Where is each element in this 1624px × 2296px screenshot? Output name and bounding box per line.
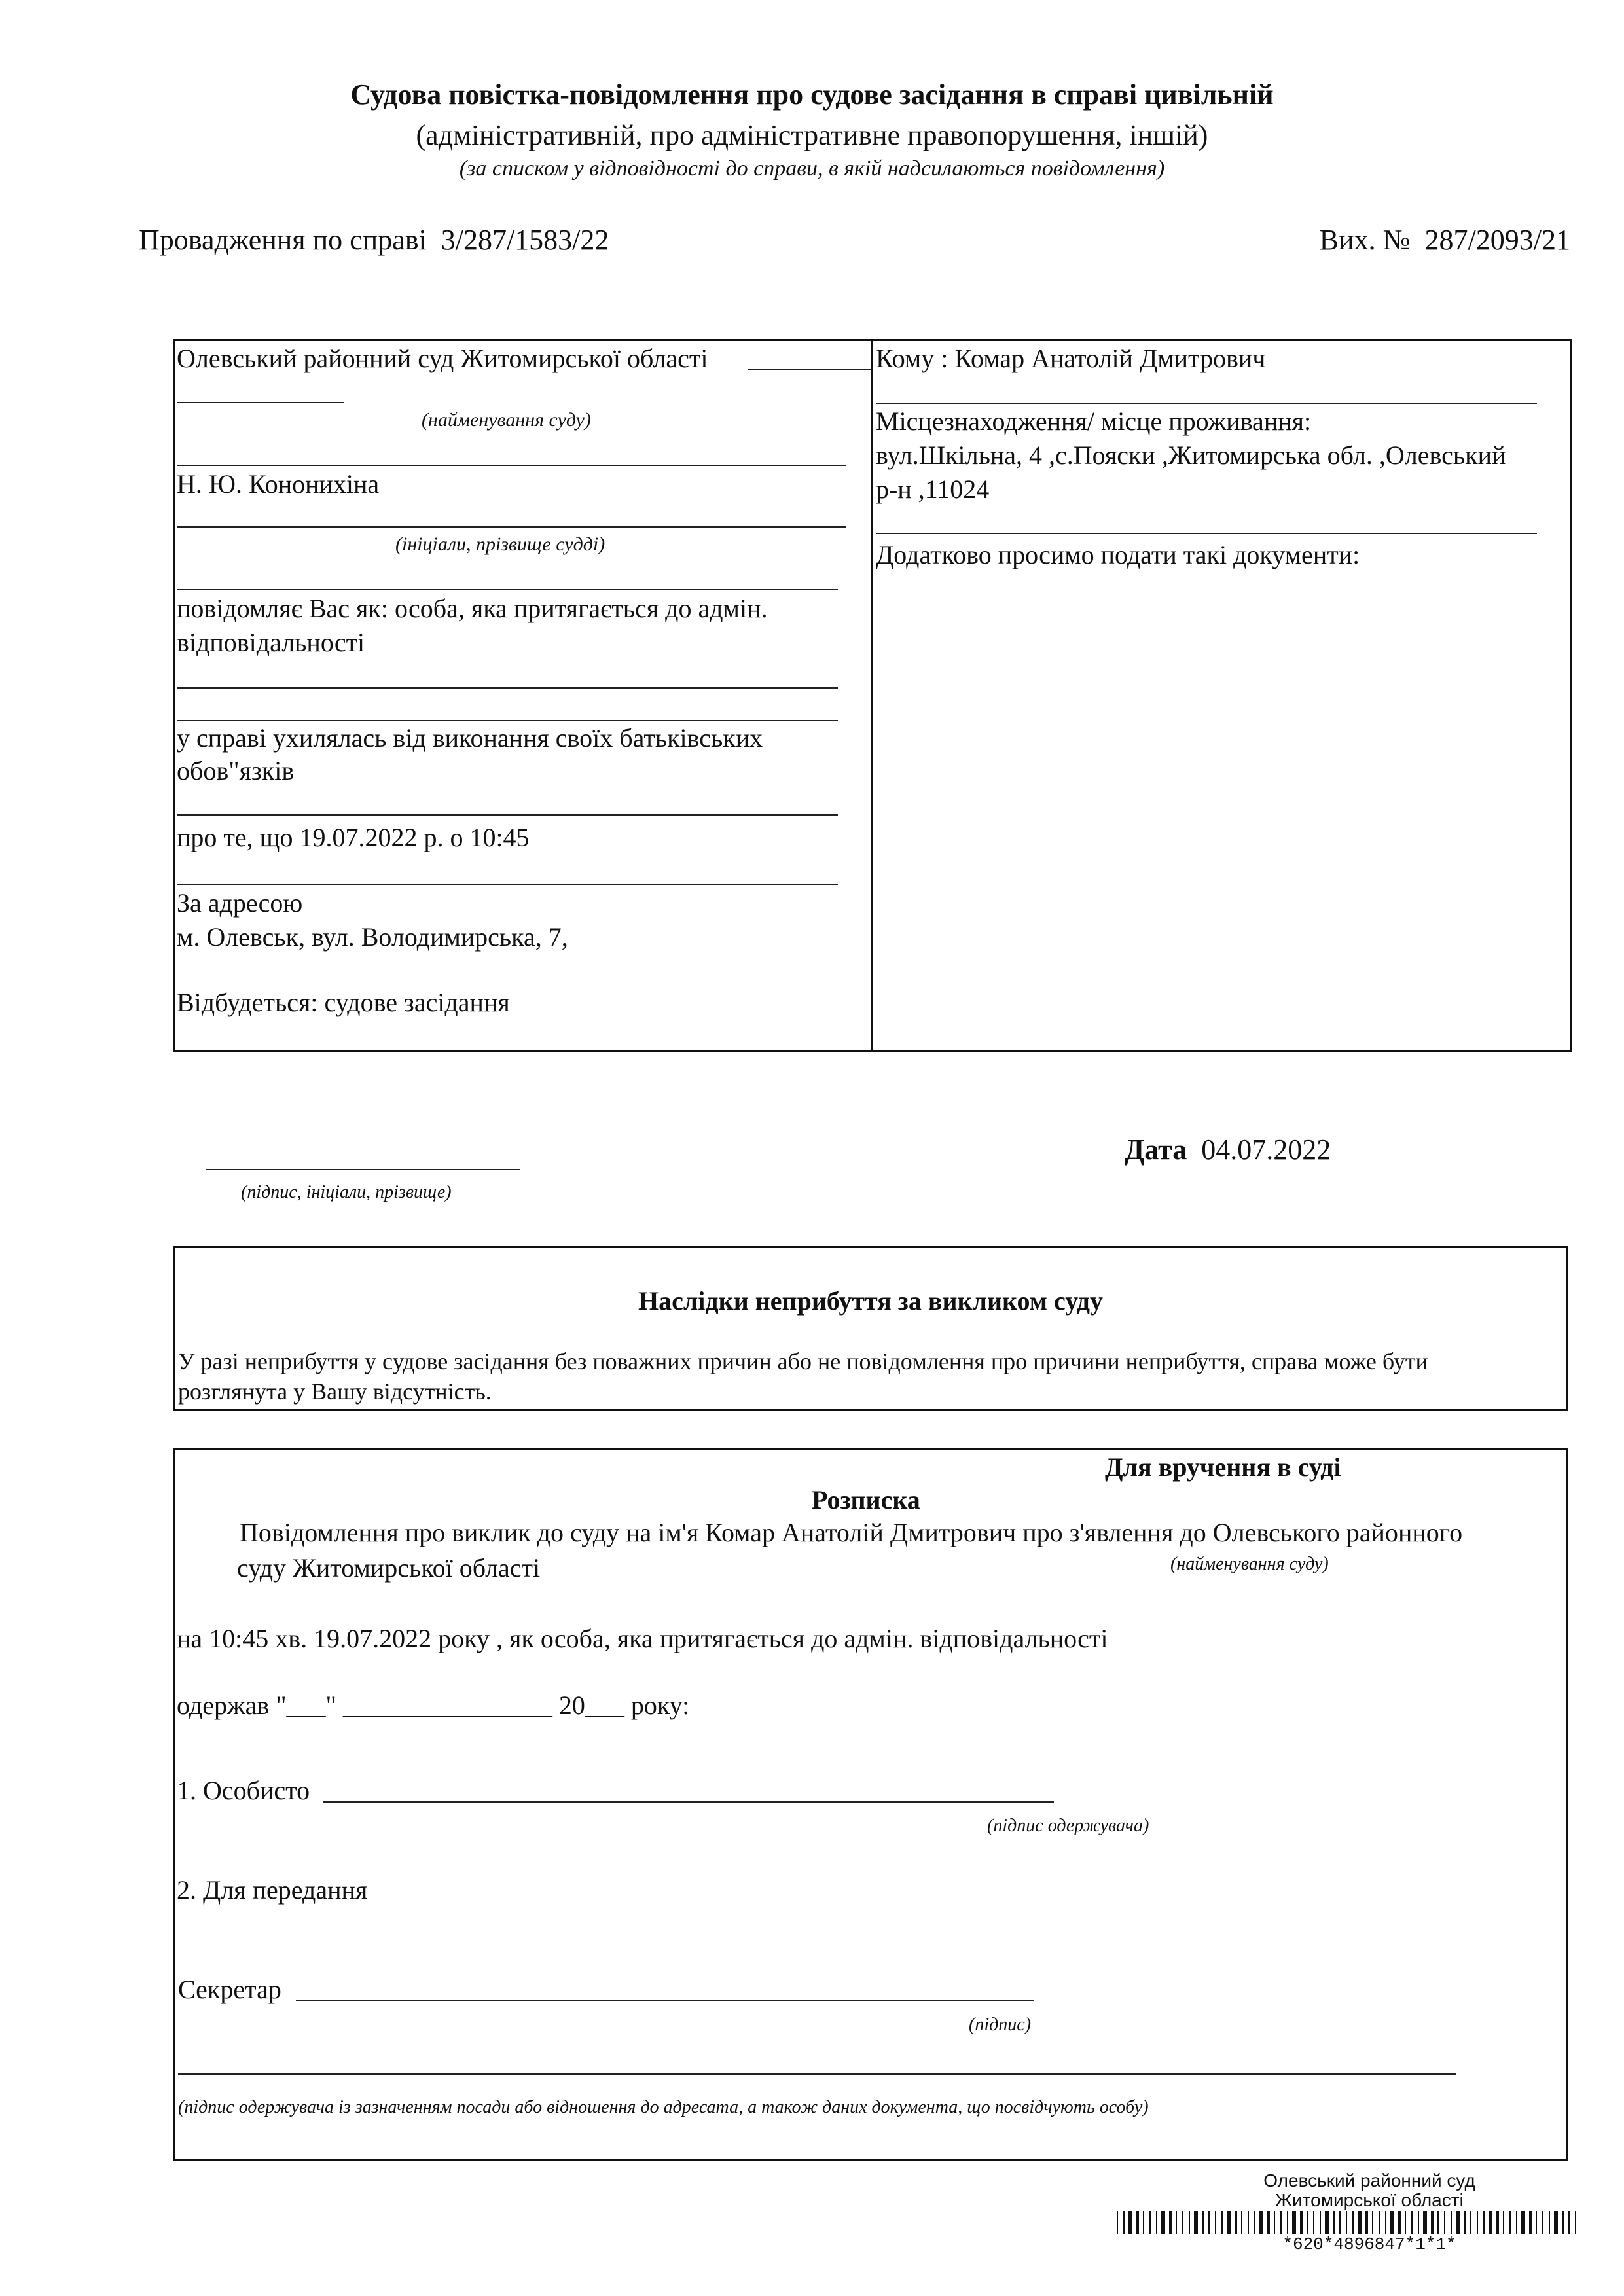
hearing-date-underline [177, 884, 838, 885]
signature-caption: (підпис, ініціали, прізвище) [241, 1182, 452, 1202]
outgoing-label: Вих. № [1319, 224, 1411, 256]
date-value: 04.07.2022 [1201, 1134, 1331, 1166]
document-title: Судова повістка-повідомлення про судове засідання в справі цивільній [350, 79, 1274, 111]
notifies-line-2: відповідальності [177, 628, 365, 657]
outgoing-line [1320, 223, 1570, 258]
receipt-time-line: на 10:45 хв. 19.07.2022 року , як особа, яка притягається до адмін. відповідальності [177, 1624, 1108, 1653]
documents-label: Додатково просимо подати такі документи: [876, 540, 1360, 569]
signature-line [206, 1169, 520, 1170]
recipient-signature-line [178, 2073, 1456, 2075]
court-name-underline-end [748, 369, 871, 370]
secretary-signature-line [296, 2000, 1034, 2001]
recipient-line: Кому : Комар Анатолій Дмитрович [876, 344, 1266, 373]
proceeding-number: 3/287/1583/22 [441, 224, 609, 256]
personally-label: 1. Особисто [177, 1776, 310, 1805]
court-name-underline-2 [177, 402, 344, 403]
barcode-icon [1117, 2211, 1588, 2234]
case-line-1: у справі ухилялась від виконання своїх батьківських [177, 723, 763, 753]
hearing-date-line: про те, що 19.07.2022 р. о 10:45 [177, 823, 530, 852]
column-divider [871, 339, 873, 1052]
stamp-line-1: Олевський районний суд [1263, 2170, 1475, 2191]
consequences-text-1: У разі неприбуття у судове засідання без поважних причин або не повідомлення про причини неприбуття, справа може бути [178, 1348, 1428, 1374]
case-underline [177, 814, 838, 816]
judge-name: Н. Ю. Кононихіна [177, 469, 380, 499]
outgoing-number: 287/2093/21 [1424, 224, 1570, 256]
date-line [1125, 1132, 1331, 1168]
consequences-title: Наслідки неприбуття за викликом суду [638, 1286, 1103, 1316]
secretary-label: Секретар [178, 1975, 281, 2004]
location-label: Місцезнаходження/ місце проживання: [876, 406, 1312, 436]
receipt-line-1: Повідомлення про виклик до суду на ім'я Комар Анатолій Дмитрович про з'явлення до Олевського районного [240, 1518, 1463, 1547]
receipt-title: Розписка [812, 1485, 920, 1515]
address-value: м. Олевськ, вул. Володимирська, 7, [177, 922, 568, 952]
address-label: За адресою [177, 888, 303, 918]
location-underline [876, 533, 1537, 534]
receipt-line-2: суду Житомирської області [237, 1553, 541, 1583]
bottom-caption: (підпис одержувача із зазначенням посади або відношення до адресата, а також даних документа, що посвідчують особу) [178, 2097, 1149, 2117]
proceeding-label: Провадження по справі [139, 224, 427, 256]
notifies-line-1: повідомляє Вас як: особа, яка притягається до адмін. [177, 594, 768, 623]
location-line-1: вул.Шкільна, 4 ,с.Пояски ,Житомирська обл. ,Олевський [876, 440, 1506, 470]
for-court-label: Для вручення в суді [1105, 1452, 1341, 1482]
recipient-underline [876, 403, 1537, 404]
judge-caption: (ініціали, прізвище судді) [395, 533, 605, 555]
barcode-text: *620*4896847*1*1* [1282, 2234, 1456, 2254]
secretary-caption: (підпис) [969, 2015, 1032, 2035]
date-label: Дата [1125, 1134, 1187, 1166]
event-line: Відбудеться: судове засідання [177, 988, 510, 1017]
judge-underline [177, 526, 846, 528]
notifies-underline-2 [177, 720, 838, 721]
judge-caption-underline [177, 589, 838, 590]
stamp-line-2: Житомирської області [1275, 2190, 1464, 2210]
personally-signature-line [323, 1801, 1054, 1803]
proceeding-line [139, 223, 609, 258]
court-caption-underline [177, 465, 846, 466]
consequences-text-2: розглянута у Вашу відсутність. [178, 1378, 492, 1405]
document-note: (за списком у відповідності до справи, в якій надсилаються повідомлення) [459, 156, 1165, 181]
document-subtitle: (адміністративній, про адміністративне правопорушення, іншій) [416, 119, 1208, 151]
court-caption: (найменування суду) [422, 409, 591, 431]
notifies-underline-1 [177, 687, 838, 689]
case-line-2: обов"язків [177, 756, 295, 785]
location-line-2: р-н ,11024 [876, 475, 990, 504]
received-line: одержав "___" ________________ 20___ року: [177, 1691, 690, 1720]
receipt-court-caption: (найменування суду) [1170, 1554, 1329, 1574]
personally-caption: (підпис одержувача) [987, 1816, 1149, 1836]
court-name: Олевський районний суд Житомирської області [177, 344, 708, 373]
transfer-label: 2. Для передання [177, 1875, 368, 1905]
